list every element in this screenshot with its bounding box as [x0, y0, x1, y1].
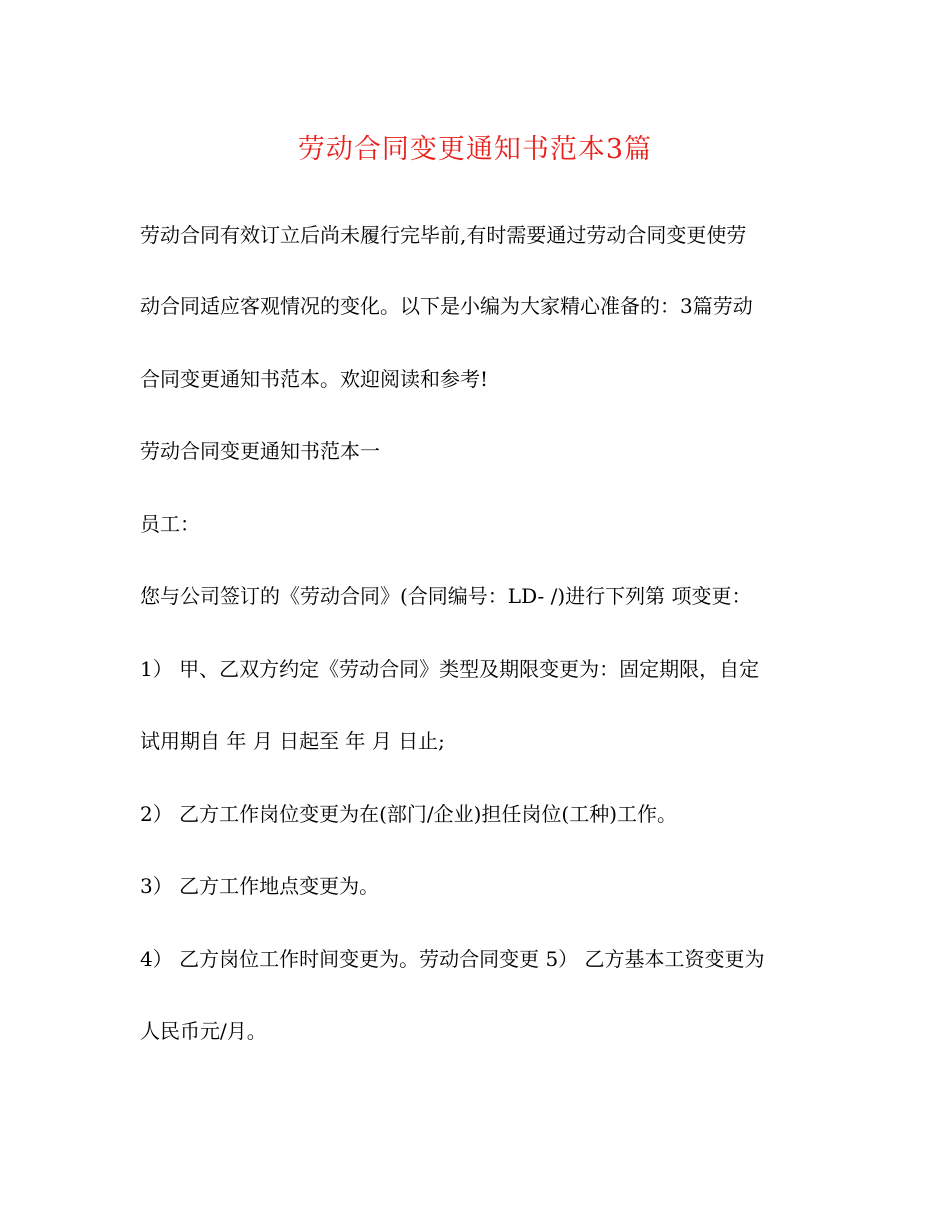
- list-item-5-line-2: 人民币元/月。: [140, 1019, 267, 1043]
- section-heading: 劳动合同变更通知书范本一: [140, 439, 380, 463]
- list-item-1-line-2: 试用期自 年 月 日起至 年 月 日止;: [140, 729, 445, 753]
- document-title: 劳动合同变更通知书范本3篇: [297, 134, 653, 165]
- paragraph-line-2: 动合同适应客观情况的变化。以下是小编为大家精心准备的：3篇劳动: [140, 294, 753, 318]
- salutation-line: 员工：: [140, 512, 200, 536]
- list-item-3: 3） 乙方工作地点变更为。: [140, 874, 380, 898]
- paragraph-line-3: 合同变更通知书范本。欢迎阅读和参考!: [140, 367, 489, 391]
- list-item-4-5-line-1: 4） 乙方岗位工作时间变更为。劳动合同变更 5） 乙方基本工资变更为: [140, 947, 765, 971]
- list-item-1-line-1: 1） 甲、乙双方约定《劳动合同》类型及期限变更为：固定期限，自定: [140, 657, 760, 681]
- paragraph-line-1: 劳动合同有效订立后尚未履行完毕前,有时需要通过劳动合同变更使劳: [140, 223, 747, 247]
- list-item-2: 2） 乙方工作岗位变更为在(部门/企业)担任岗位(工种)工作。: [140, 802, 678, 826]
- paragraph-line-6: 您与公司签订的《劳动合同》(合同编号：LD- /)进行下列第 项变更：: [140, 584, 752, 608]
